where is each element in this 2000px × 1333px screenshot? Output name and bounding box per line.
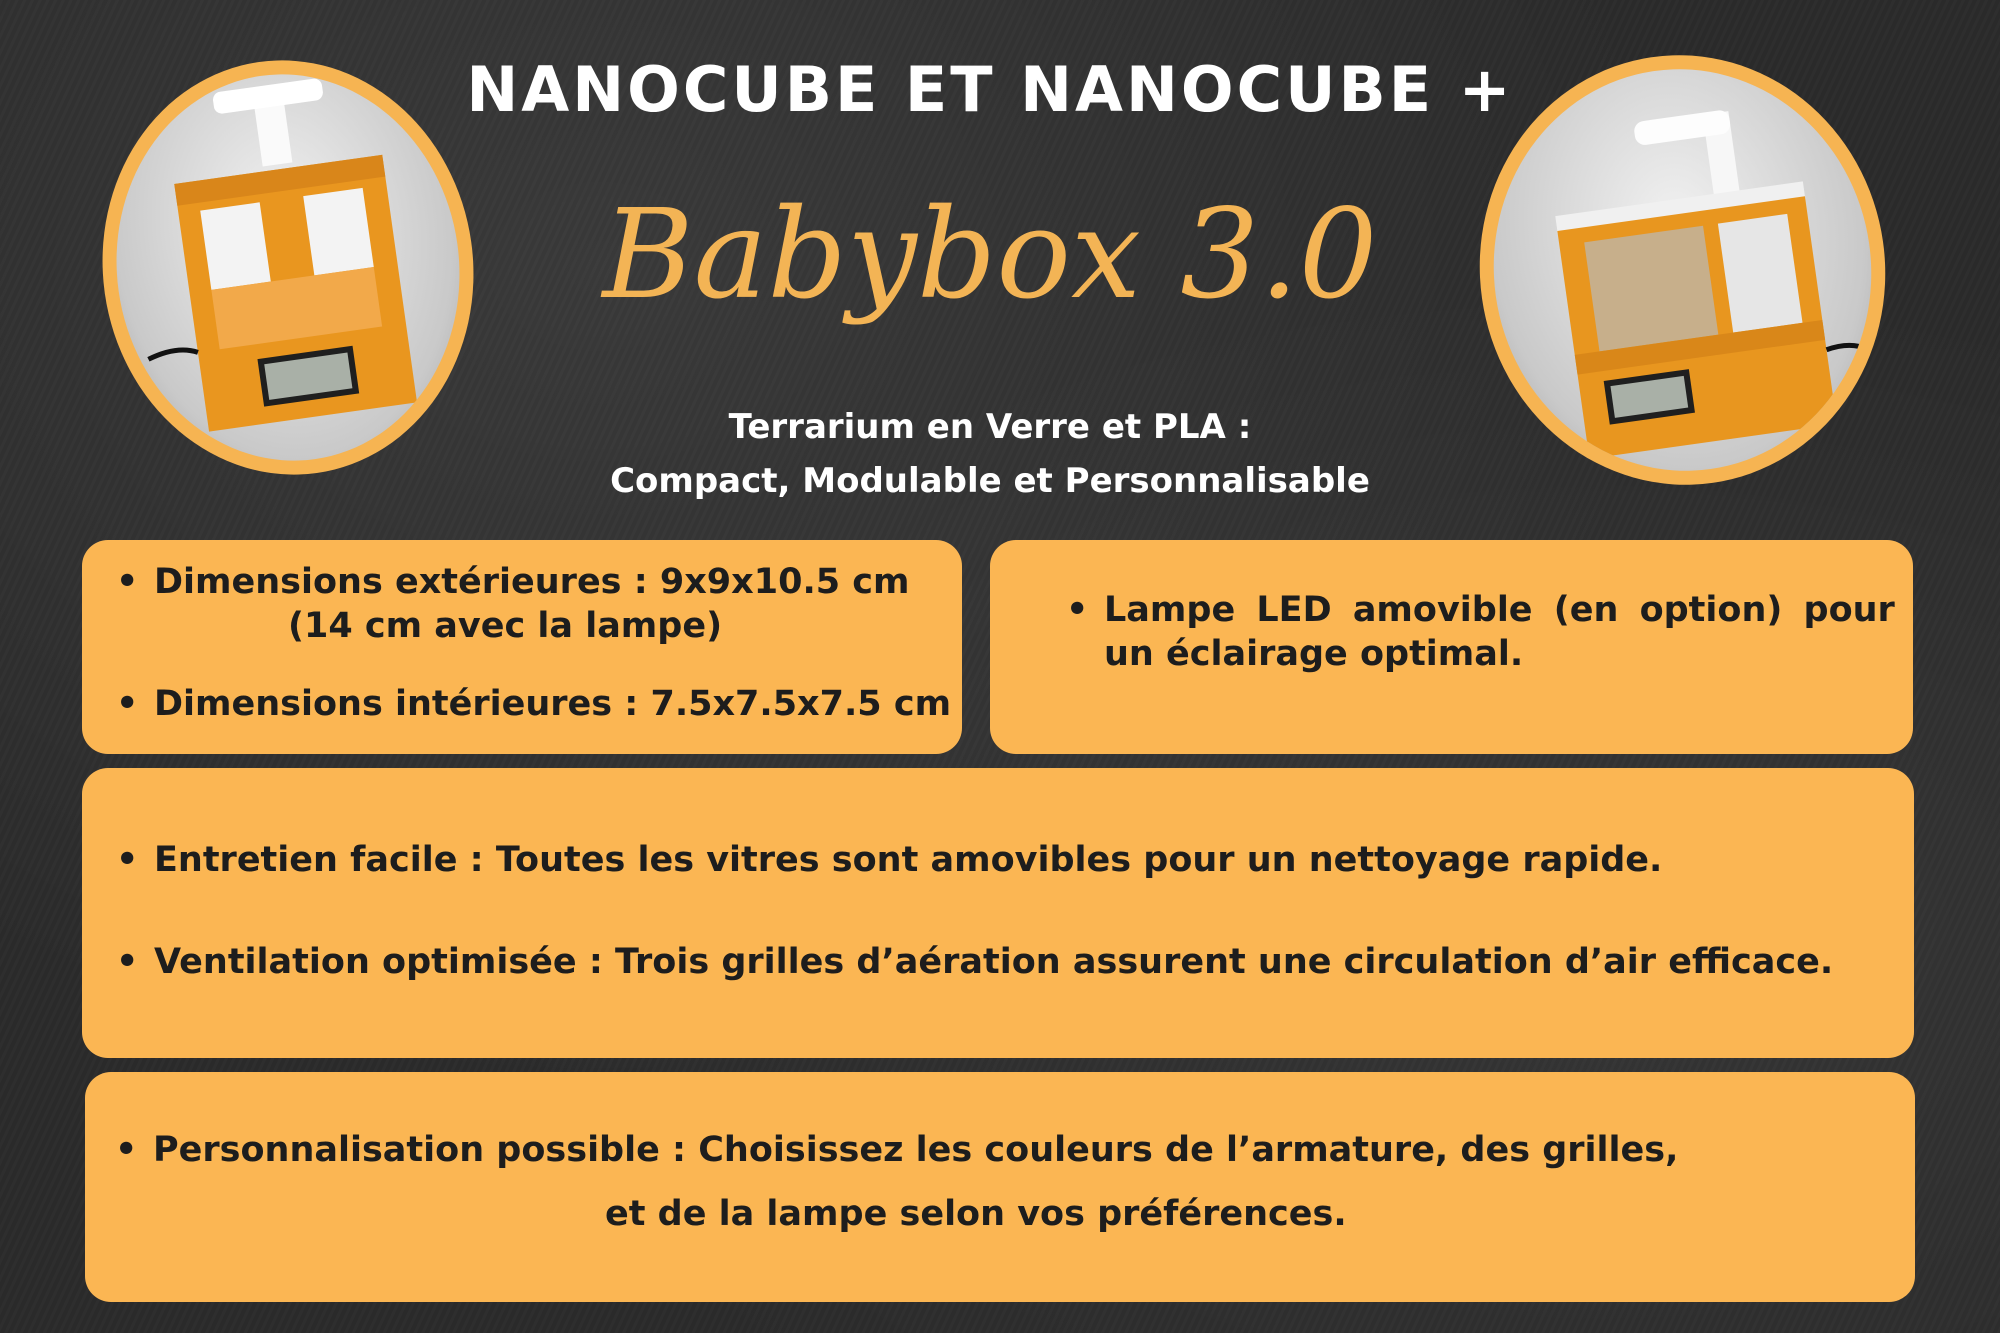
interior-dimensions-text: Dimensions intérieures : 7.5x7.5x7.5 cm <box>154 684 952 724</box>
main-title: NANOCUBE ET NANOCUBE + <box>466 53 1514 126</box>
easy-cleaning-text: Entretien facile : Toutes les vitres sont amovibles pour un nettoyage rapide. <box>154 840 1663 880</box>
product-name: Babybox 3.0 <box>602 183 1378 327</box>
bullet: • <box>116 684 139 724</box>
lamp-feature-line-1: Lampe LED amovible (en option) pour <box>1104 590 1895 630</box>
easy-cleaning <box>116 838 1663 882</box>
exterior-dimensions-note: (14 cm avec la lampe) <box>288 606 723 646</box>
lamp-feature <box>1066 588 1895 632</box>
dimensions-card <box>82 540 962 754</box>
exterior-dimensions <box>116 560 910 604</box>
exterior-dimensions-text: Dimensions extérieures : 9x9x10.5 cm <box>154 562 910 602</box>
customization-line-1: Personnalisation possible : Choisissez les couleurs de l’armature, des grilles, <box>153 1130 1679 1170</box>
lamp-feature-line-2: un éclairage optimal. <box>1104 634 1524 674</box>
left-photo <box>92 52 485 483</box>
subtitle-line-1: Terrarium en Verre et PLA : <box>728 407 1252 447</box>
customization-card <box>85 1072 1915 1302</box>
right-photo-frame <box>1452 29 1913 511</box>
right-photo <box>1468 45 1897 496</box>
bullet: • <box>1066 590 1089 630</box>
terrarium-photo-icon <box>92 52 485 483</box>
customization <box>115 1128 1679 1172</box>
bullet: • <box>116 562 139 602</box>
ventilation-text: Ventilation optimisée : Trois grilles d’aération assurent une circulation d’air efficace. <box>154 942 1834 982</box>
left-photo-frame <box>76 36 500 498</box>
subtitle-line-2: Compact, Modulable et Personnalisable <box>610 461 1370 501</box>
interior-dimensions <box>116 682 952 726</box>
bullet: • <box>116 942 139 982</box>
bullet: • <box>115 1130 138 1170</box>
bullet: • <box>116 840 139 880</box>
lamp-card <box>990 540 1913 754</box>
subtitle <box>540 400 1440 508</box>
customization-line-2: et de la lampe selon vos préférences. <box>605 1194 1347 1234</box>
ventilation <box>116 940 1834 984</box>
terrarium-photo-icon <box>1468 45 1897 496</box>
maintenance-card <box>82 768 1914 1058</box>
